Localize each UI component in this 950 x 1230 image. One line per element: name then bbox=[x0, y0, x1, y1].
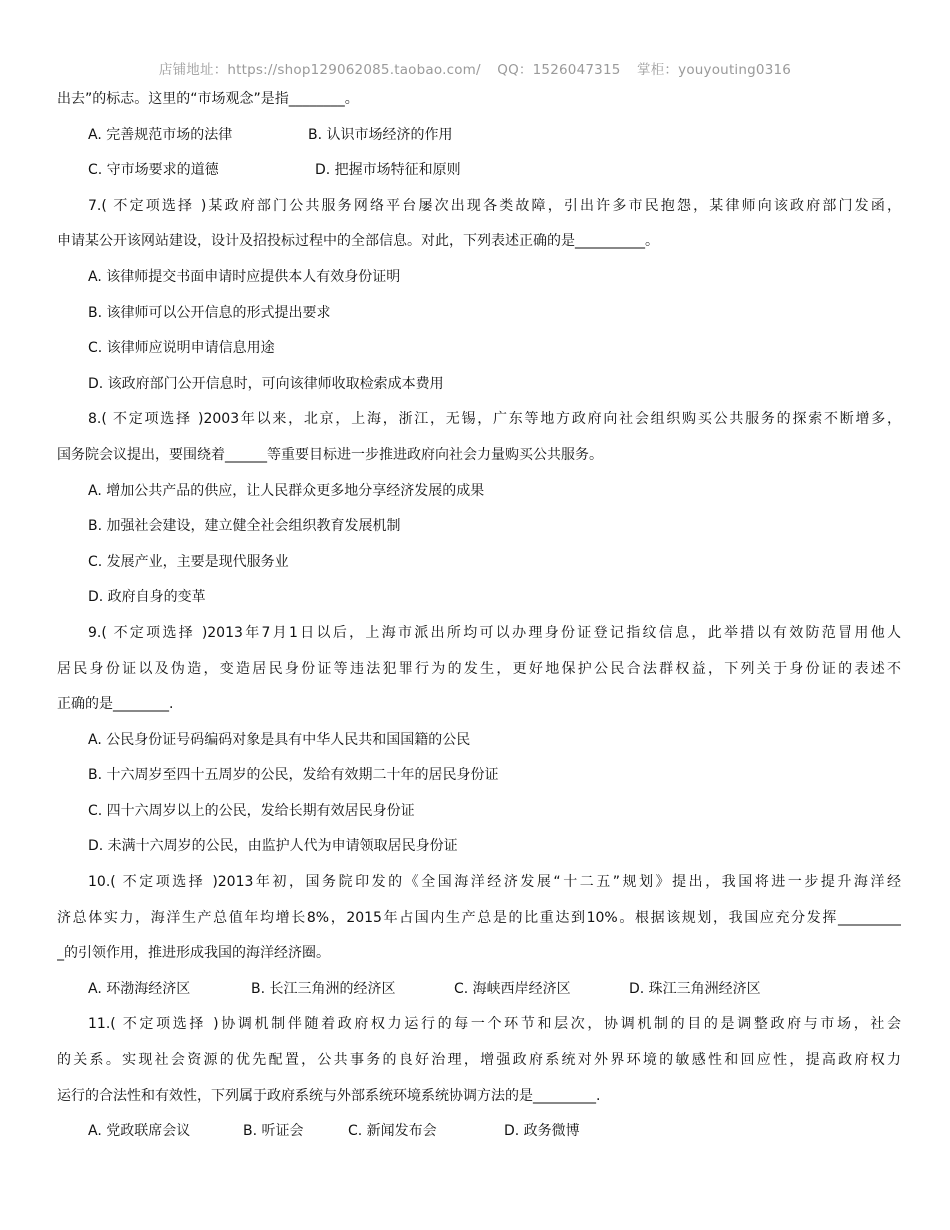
q11-option-d: D. 政务微博 bbox=[504, 1123, 580, 1140]
q11-option-b: B. 听证会 bbox=[243, 1123, 304, 1140]
q6-options-row2 bbox=[57, 153, 901, 189]
q6-option-b: B. 认识市场经济的作用 bbox=[308, 126, 453, 143]
q9-option-b: B. 十六周岁至四十五周岁的公民，发给有效期二十年的居民身份证 bbox=[88, 767, 499, 784]
q7-option-b: B. 该律师可以公开信息的形式提出要求 bbox=[88, 304, 331, 321]
q9-option-c: C. 四十六周岁以上的公民，发给长期有效居民身份证 bbox=[88, 802, 415, 819]
q10-stem-line2: 济总体实力，海洋生产总值年均增长8%，2015年占国内生产总是的比重达到10%。根据该规划，我国应充分发挥_________ bbox=[57, 909, 901, 926]
q10-stem-line1: 10.( 不定项选择 )2013年初，国务院印发的《全国海洋经济发展“十二五”规划》提出，我国将进一步提升海洋经 bbox=[88, 874, 901, 891]
q8-option-c: C. 发展产业，主要是现代服务业 bbox=[88, 553, 289, 570]
q10-option-a: A. 环渤海经济区 bbox=[88, 980, 191, 997]
q11-stem-line2: 的关系。实现社会资源的优先配置，公共事务的良好治理，增强政府系统对外界环境的敏感性和回应性，提高政府权力 bbox=[57, 1052, 901, 1069]
q7-option-a: A. 该律师提交书面申请时应提供本人有效身份证明 bbox=[88, 268, 401, 285]
q7-option-d: D. 该政府部门公开信息时，可向该律师收取检索成本费用 bbox=[88, 375, 444, 392]
q8-option-b: B. 加强社会建设，建立健全社会组织教育发展机制 bbox=[88, 518, 401, 535]
q10-option-c: C. 海峡西岸经济区 bbox=[454, 980, 571, 997]
q8-stem-line1: 8.( 不定项选择 )2003年以来，北京，上海，浙江，无锡，广东等地方政府向社会组织购买公共服务的探索不断增多， bbox=[88, 411, 901, 428]
exam-content bbox=[57, 82, 901, 1150]
watermark-header bbox=[0, 58, 950, 78]
q10-options-row bbox=[57, 972, 901, 1008]
q6-options-row1 bbox=[57, 118, 901, 154]
q9-option-a: A. 公民身份证号码编码对象是具有中华人民共和国国籍的公民 bbox=[88, 731, 471, 748]
q7-stem-line1: 7.( 不定项选择 )某政府部门公共服务网络平台屡次出现各类故障，引出许多市民抱怨，某律师向该政府部门发函， bbox=[88, 197, 901, 214]
q7-option-c: C. 该律师应说明申请信息用途 bbox=[88, 340, 275, 357]
q6-option-a: A. 完善规范市场的法律 bbox=[88, 126, 233, 143]
q11-options-row bbox=[57, 1114, 901, 1150]
shop-owner: 掌柜：youyouting0316 bbox=[637, 62, 792, 78]
q11-option-c: C. 新闻发布会 bbox=[348, 1123, 437, 1140]
q6-option-d: D. 把握市场特征和原则 bbox=[315, 162, 461, 179]
q6-stem: 出去”的标志。这里的“市场观念”是指________。 bbox=[57, 91, 359, 107]
q8-option-d: D. 政府自身的变革 bbox=[88, 589, 206, 606]
qq-number: QQ：1526047315 bbox=[497, 62, 621, 78]
q6-option-c: C. 守市场要求的道德 bbox=[88, 162, 219, 179]
q9-stem-line3: 正确的是________. bbox=[57, 696, 174, 713]
q8-option-a: A. 增加公共产品的供应，让人民群众更多地分享经济发展的成果 bbox=[88, 482, 485, 499]
q9-stem-line1: 9.( 不定项选择 )2013年7月1日以后，上海市派出所均可以办理身份证登记指纹信息，此举措以有效防范冒用他人 bbox=[88, 624, 901, 641]
q10-stem-line3: _的引领作用，推进形成我国的海洋经济圈。 bbox=[57, 945, 330, 962]
q7-stem-line2: 申请某公开该网站建设，设计及招投标过程中的全部信息。对此，下列表述正确的是__________。 bbox=[57, 233, 659, 250]
q11-option-a: A. 党政联席会议 bbox=[88, 1123, 191, 1140]
q10-option-b: B. 长江三角洲的经济区 bbox=[251, 980, 396, 997]
q9-option-d: D. 未满十六周岁的公民，由监护人代为申请领取居民身份证 bbox=[88, 838, 458, 855]
shop-address: 店铺地址：https://shop129062085.taobao.com/ bbox=[158, 62, 481, 78]
q11-stem-line3: 运行的合法性和有效性，下列属于政府系统与外部系统环境系统协调方法的是_________. bbox=[57, 1087, 601, 1104]
q11-stem-line1: 11.( 不定项选择 )协调机制伴随着政府权力运行的每一个环节和层次，协调机制的目的是调整政府与市场，社会 bbox=[88, 1016, 901, 1033]
q10-option-d: D. 珠江三角洲经济区 bbox=[629, 980, 761, 997]
q9-stem-line2: 居民身份证以及伪造，变造居民身份证等违法犯罪行为的发生，更好地保护公民合法群权益，下列关于身份证的表述不 bbox=[57, 660, 901, 677]
q8-stem-line2: 国务院会议提出，要围绕着______等重要目标进一步推进政府向社会力量购买公共服务。 bbox=[57, 446, 603, 463]
